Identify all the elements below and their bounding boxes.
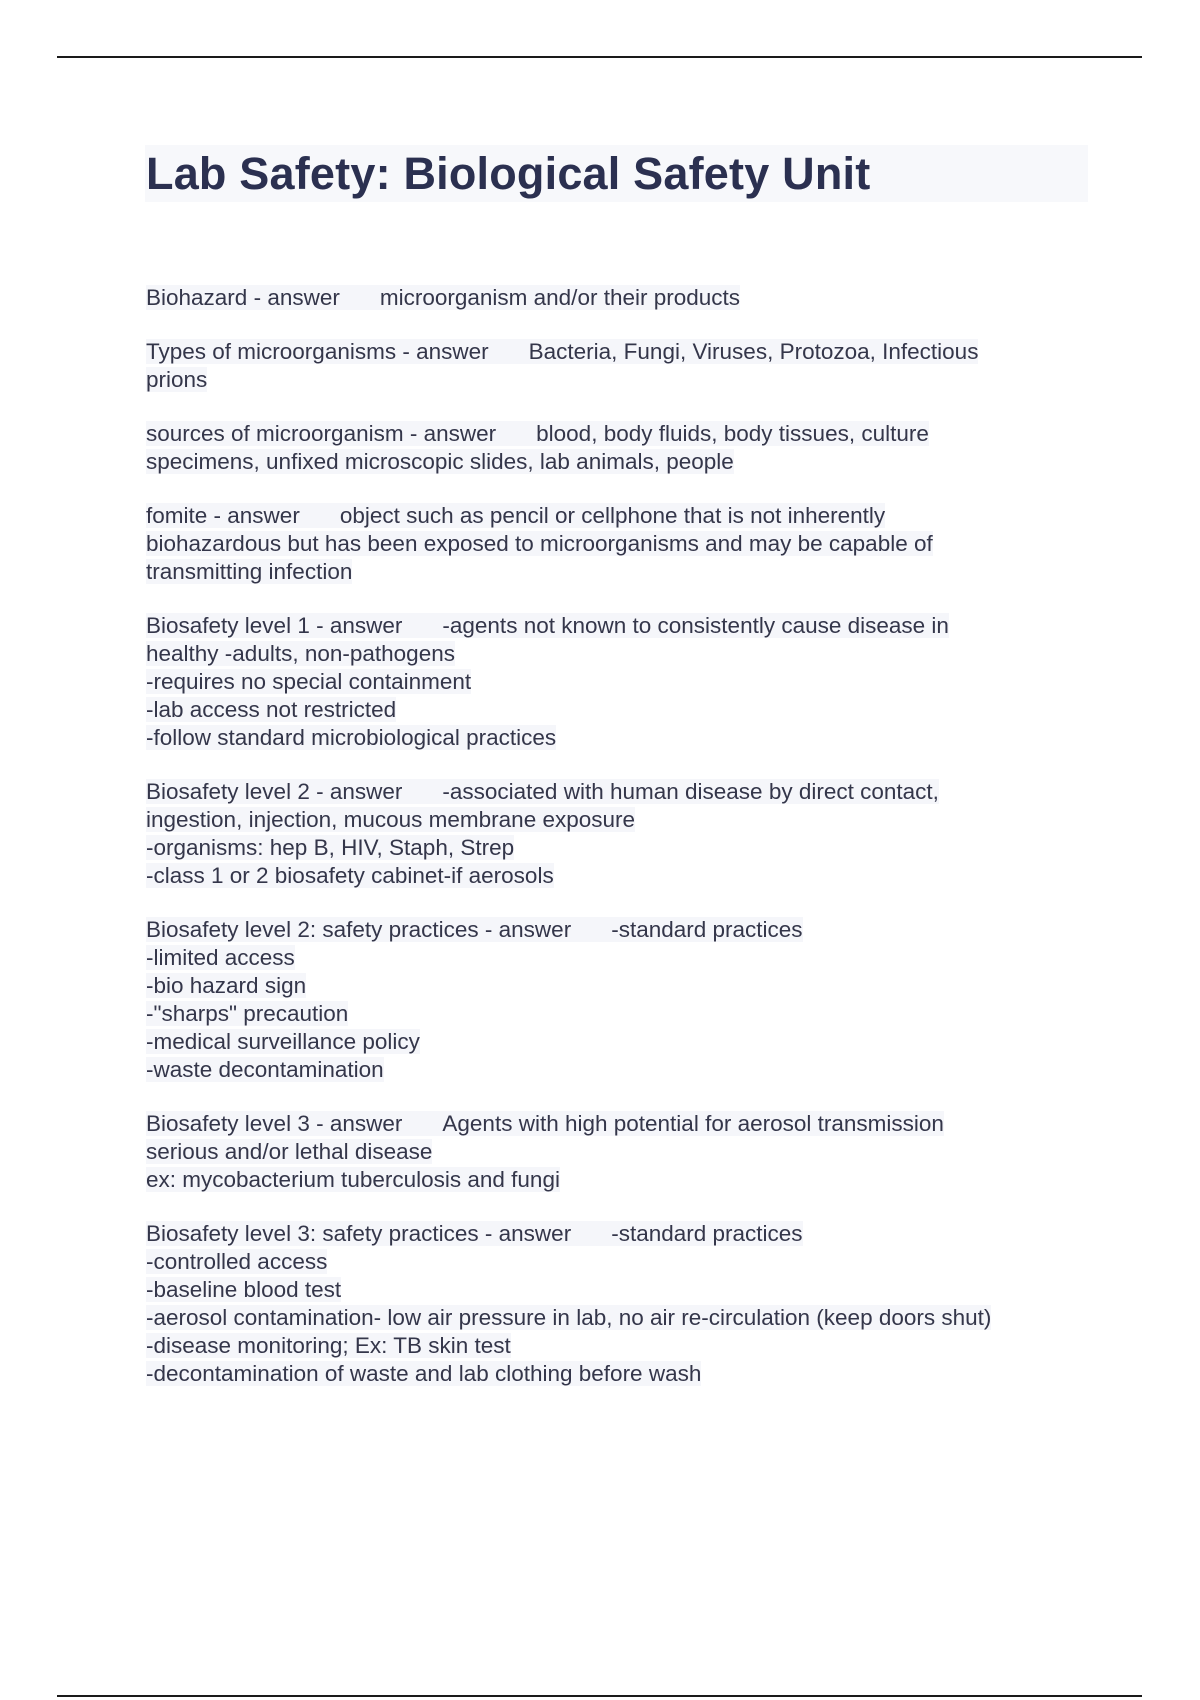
entry-line (146, 448, 1066, 476)
entry-line (146, 1332, 1066, 1360)
entry-term: Biosafety level 2: safety practices - (146, 917, 499, 942)
entry-definition-continued: -waste decontamination (146, 1057, 384, 1082)
line-highlight (146, 503, 885, 528)
answer-label: answer (227, 503, 300, 528)
line-highlight (146, 1057, 384, 1082)
entry-definition: microorganism and/or their products (379, 285, 741, 310)
flashcard-entry (146, 420, 1066, 476)
entry-term: sources of microorganism - (146, 421, 424, 446)
line-highlight (146, 421, 929, 446)
entry-first-line (146, 338, 1066, 366)
line-highlight (146, 1167, 560, 1192)
line-highlight (146, 1139, 432, 1164)
entry-line (146, 862, 1066, 890)
entry-first-line (146, 916, 1066, 944)
entry-first-line (146, 778, 1066, 806)
entry-line (146, 1304, 1066, 1332)
entry-line (146, 1028, 1066, 1056)
line-highlight (146, 449, 734, 474)
answer-label: answer (498, 1221, 572, 1246)
entry-definition-continued: biohazardous but has been exposed to microorganisms and may be capable of (146, 531, 933, 556)
answer-label: answer (416, 339, 489, 364)
entry-definition: object such as pencil or cellphone that is not inherently (339, 503, 886, 528)
flashcard-entry (146, 778, 1066, 890)
entry-definition-continued: healthy -adults, non-pathogens (146, 641, 455, 666)
line-highlight (146, 531, 933, 556)
entry-term: fomite - (146, 503, 228, 528)
entry-definition-continued: ex: mycobacterium tuberculosis and fungi (146, 1167, 560, 1192)
entry-definition-continued: transmitting infection (146, 559, 353, 584)
entry-definition: Bacteria, Fungi, Viruses, Protozoa, Infectious (528, 339, 979, 364)
flashcard-entry (146, 284, 1066, 312)
entry-line (146, 944, 1066, 972)
entry-definition: -standard practices (611, 917, 803, 942)
entry-line (146, 640, 1066, 668)
entry-line (146, 1276, 1066, 1304)
bottom-rule (57, 1695, 1142, 1697)
entry-line (146, 668, 1066, 696)
line-highlight (146, 641, 455, 666)
line-highlight (146, 697, 396, 722)
entry-definition-continued: prions (146, 367, 208, 392)
entry-definition: Agents with high potential for aerosol transmission (442, 1111, 944, 1136)
line-highlight (146, 1221, 803, 1246)
entry-first-line (146, 612, 1066, 640)
entry-line (146, 1248, 1066, 1276)
flashcard-entry (146, 338, 1066, 394)
entry-line (146, 1056, 1066, 1084)
line-highlight (146, 1111, 944, 1136)
line-highlight (146, 917, 803, 942)
entry-first-line (146, 1110, 1066, 1138)
entry-definition-continued: -disease monitoring; Ex: TB skin test (146, 1333, 511, 1358)
entry-definition-continued: -decontamination of waste and lab clothing before wash (146, 1361, 702, 1386)
line-highlight (146, 613, 949, 638)
answer-label: answer (498, 917, 572, 942)
entry-definition-continued: -limited access (146, 945, 295, 970)
entry-term: Biosafety level 3 - (146, 1111, 330, 1136)
entry-term: Biosafety level 2 - (146, 779, 330, 804)
line-highlight (146, 1249, 327, 1274)
entry-definition-continued: ingestion, injection, mucous membrane exposure (146, 807, 636, 832)
line-highlight (146, 1333, 511, 1358)
answer-label: answer (423, 421, 497, 446)
entry-line (146, 366, 1066, 394)
entry-first-line (146, 420, 1066, 448)
entry-definition-continued: specimens, unfixed microscopic slides, lab animals, people (146, 449, 734, 474)
flashcard-entry (146, 916, 1066, 1084)
flashcard-list (146, 284, 1066, 1414)
flashcard-entry (146, 502, 1066, 586)
entry-line (146, 696, 1066, 724)
line-highlight (146, 779, 939, 804)
entry-definition-continued: serious and/or lethal disease (146, 1139, 433, 1164)
entry-line (146, 1000, 1066, 1028)
entry-term: Biosafety level 1 - (146, 613, 330, 638)
page-title: Lab Safety: Biological Safety Unit (146, 148, 871, 199)
entry-first-line (146, 1220, 1066, 1248)
entry-definition: -agents not known to consistently cause disease in (442, 613, 949, 638)
entry-line (146, 530, 1066, 558)
line-highlight (146, 339, 978, 364)
answer-label: answer (267, 285, 340, 310)
line-highlight (146, 835, 514, 860)
entry-line (146, 834, 1066, 862)
entry-line (146, 1138, 1066, 1166)
answer-label: answer (329, 613, 403, 638)
line-highlight (146, 1305, 991, 1330)
answer-label: answer (329, 779, 403, 804)
entry-line (146, 724, 1066, 752)
entry-definition-continued: -"sharps" precaution (146, 1001, 349, 1026)
line-highlight (146, 863, 554, 888)
entry-definition-continued: -organisms: hep B, HIV, Staph, Strep (146, 835, 515, 860)
entry-term: Biohazard - (146, 285, 268, 310)
top-rule (57, 56, 1142, 58)
line-highlight (146, 945, 295, 970)
entry-definition-continued: -baseline blood test (146, 1277, 342, 1302)
entry-line (146, 1166, 1066, 1194)
line-highlight (146, 367, 207, 392)
answer-label: answer (329, 1111, 403, 1136)
entry-line (146, 1360, 1066, 1388)
entry-definition: -standard practices (611, 1221, 803, 1246)
line-highlight (146, 559, 352, 584)
line-highlight (146, 1029, 420, 1054)
line-highlight (146, 1361, 701, 1386)
entry-definition-continued: -requires no special containment (146, 669, 472, 694)
flashcard-entry (146, 612, 1066, 752)
entry-definition-continued: -controlled access (146, 1249, 328, 1274)
line-highlight (146, 1277, 341, 1302)
entry-first-line (146, 284, 1066, 312)
entry-definition-continued: -bio hazard sign (146, 973, 307, 998)
entry-definition-continued: -follow standard microbiological practices (146, 725, 557, 750)
line-highlight (146, 807, 635, 832)
entry-definition: blood, body fluids, body tissues, culture (536, 421, 929, 446)
line-highlight (146, 973, 306, 998)
entry-term: Types of microorganisms - (146, 339, 417, 364)
entry-line (146, 806, 1066, 834)
flashcard-entry (146, 1220, 1066, 1388)
entry-definition-continued: -medical surveillance policy (146, 1029, 420, 1054)
entry-line (146, 972, 1066, 1000)
entry-definition-continued: -aerosol contamination- low air pressure in lab, no air re-circulation (keep doors shut) (146, 1305, 992, 1330)
line-highlight (146, 285, 740, 310)
flashcard-entry (146, 1110, 1066, 1194)
line-highlight (146, 1001, 348, 1026)
entry-definition-continued: -class 1 or 2 biosafety cabinet-if aerosols (146, 863, 554, 888)
line-highlight (146, 725, 556, 750)
entry-definition-continued: -lab access not restricted (146, 697, 397, 722)
entry-first-line (146, 502, 1066, 530)
entry-definition: -associated with human disease by direct contact, (442, 779, 939, 804)
line-highlight (146, 669, 471, 694)
entry-line (146, 558, 1066, 586)
entry-term: Biosafety level 3: safety practices - (146, 1221, 499, 1246)
